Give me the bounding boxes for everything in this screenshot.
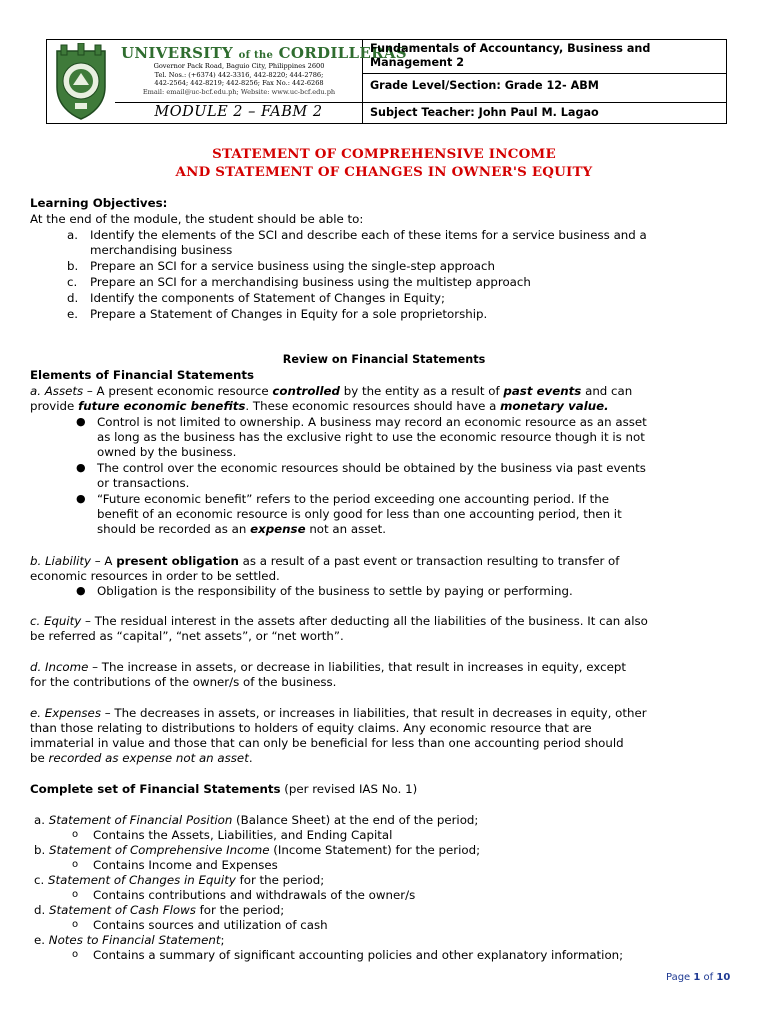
assets-bullet1: Control is not limited to ownership. A business may record an economic resource as an asset: [97, 415, 647, 429]
income-paragraph-line2: for the contributions of the owner/s of the business.: [30, 675, 337, 689]
subject-teacher: Subject Teacher: John Paul M. Lagao: [370, 106, 599, 119]
expenses-paragraph-line1: e. Expenses – The decreases in assets, or increases in liabilities, that result in decreases in equity, other: [30, 706, 647, 720]
bullet-icon: ●: [76, 461, 86, 474]
sub-bullet-icon: o: [72, 919, 79, 930]
objective-item: Prepare an SCI for a merchandising business using the multistep approach: [90, 275, 531, 289]
sub-bullet-icon: o: [72, 889, 79, 900]
assets-bullet3-cont: benefit of an economic resource is only good for less than one accounting period, then it: [97, 507, 622, 521]
income-paragraph-line1: d. Income – The increase in assets, or decrease in liabilities, that result in increases in equity, except: [30, 660, 626, 674]
fs-item-notes: e. Notes to Financial Statement;: [34, 933, 225, 947]
review-heading: Review on Financial Statements: [282, 353, 486, 366]
objective-marker: d.: [67, 291, 79, 305]
assets-bullet1-cont: owned by the business.: [97, 445, 237, 459]
fs-item-sub: Contains the Assets, Liabilities, and Ending Capital: [93, 828, 393, 842]
objective-marker: b.: [67, 259, 79, 273]
objectives-heading: Learning Objectives:: [30, 196, 168, 210]
sub-bullet-icon: o: [72, 949, 79, 960]
bullet-icon: ●: [76, 492, 86, 505]
fs-item-sub: Contains sources and utilization of cash: [93, 918, 328, 932]
sub-bullet-icon: o: [72, 859, 79, 870]
expenses-paragraph-line3: immaterial in value and those that can only be beneficial for less than one accounting period should: [30, 736, 624, 750]
fs-item-sub: Contains a summary of significant accounting policies and other explanatory information;: [93, 948, 624, 962]
objective-item-cont: merchandising business: [90, 243, 233, 257]
document-title-line2: AND STATEMENT OF CHANGES IN OWNER'S EQUITY: [175, 164, 593, 180]
university-address: Governor Pack Road, Baguio City, Philippines 2600 Tel. Nos.: (+6374) 442-3316, 442-8220; 444-2786; 442-2564; 442-8219; 442-8256; Fax No.: 442-6268 Email: email@uc-bcf.edu.ph; Website: www.uc-bcf.edu.ph: [142, 62, 336, 96]
sub-bullet-icon: o: [72, 829, 79, 840]
bullet-icon: ●: [76, 584, 86, 597]
assets-bullet2: The control over the economic resources should be obtained by the business via past events: [97, 461, 646, 475]
university-name: UNIVERSITY of the CORDILLERAS: [121, 44, 407, 62]
complete-set-heading: Complete set of Financial Statements (per revised IAS No. 1): [30, 782, 418, 796]
fs-item-comprehensive-income: b. Statement of Comprehensive Income (Income Statement) for the period;: [34, 843, 481, 857]
liability-paragraph-line2: economic resources in order to be settled.: [30, 569, 280, 583]
subject-name: Fundamentals of Accountancy, Business and Management 2: [370, 42, 651, 69]
objectives-intro: At the end of the module, the student should be able to:: [30, 212, 364, 226]
objective-item: Identify the elements of the SCI and describe each of these items for a service business and a: [90, 228, 647, 242]
expenses-paragraph-line2: than those relating to distributions to holders of equity claims. Any economic resource that are: [30, 721, 592, 735]
objective-item: Prepare a Statement of Changes in Equity for a sole proprietorship.: [90, 307, 488, 321]
liability-bullet: Obligation is the responsibility of the business to settle by paying or performing.: [97, 584, 573, 598]
fs-item-sub: Contains Income and Expenses: [93, 858, 278, 872]
fs-item-cash-flows: d. Statement of Cash Flows for the period;: [34, 903, 285, 917]
fs-item-changes-in-equity: c. Statement of Changes in Equity for the period;: [34, 873, 325, 887]
equity-paragraph-line1: c. Equity – The residual interest in the assets after deducting all the liabilities of the business. It can also: [30, 614, 648, 628]
objective-marker: c.: [67, 275, 78, 289]
assets-bullet1-cont: as long as the business has the exclusive right to use the economic resource though it is not: [97, 430, 645, 444]
assets-bullet2-cont: or transactions.: [97, 476, 190, 490]
grade-level: Grade Level/Section: Grade 12- ABM: [370, 79, 599, 92]
expenses-paragraph-line4: be recorded as expense not an asset.: [30, 751, 253, 765]
page-number: Page 1 of 10: [666, 972, 731, 983]
bullet-icon: ●: [76, 415, 86, 428]
assets-bullet3: “Future economic benefit” refers to the period exceeding one accounting period. If the: [97, 492, 609, 506]
liability-paragraph-line1: b. Liability – A present obligation as a result of a past event or transaction resulting to transfer of: [30, 554, 620, 568]
fs-item-financial-position: a. Statement of Financial Position (Balance Sheet) at the end of the period;: [34, 813, 479, 827]
module-label: MODULE 2 – FABM 2: [154, 104, 323, 120]
assets-bullet3-cont: should be recorded as an expense not an asset.: [97, 522, 387, 536]
objective-item: Prepare an SCI for a service business using the single-step approach: [90, 259, 495, 273]
assets-paragraph-line1: a. Assets – A present economic resource controlled by the entity as a result of past events and can: [30, 384, 633, 398]
document-title-line1: STATEMENT OF COMPREHENSIVE INCOME: [212, 146, 556, 162]
objective-marker: e.: [67, 307, 79, 321]
assets-paragraph-line2: provide future economic benefits. These economic resources should have a monetary value.: [30, 399, 609, 413]
fs-item-sub: Contains contributions and withdrawals of the owner/s: [93, 888, 416, 902]
header-table: [46, 39, 727, 124]
objective-item: Identify the components of Statement of Changes in Equity;: [90, 291, 445, 305]
objective-marker: a.: [67, 228, 78, 242]
elements-heading: Elements of Financial Statements: [30, 368, 255, 382]
university-seal-icon: [51, 43, 111, 121]
equity-paragraph-line2: be referred as “capital”, “net assets”, or “net worth”.: [30, 629, 344, 643]
